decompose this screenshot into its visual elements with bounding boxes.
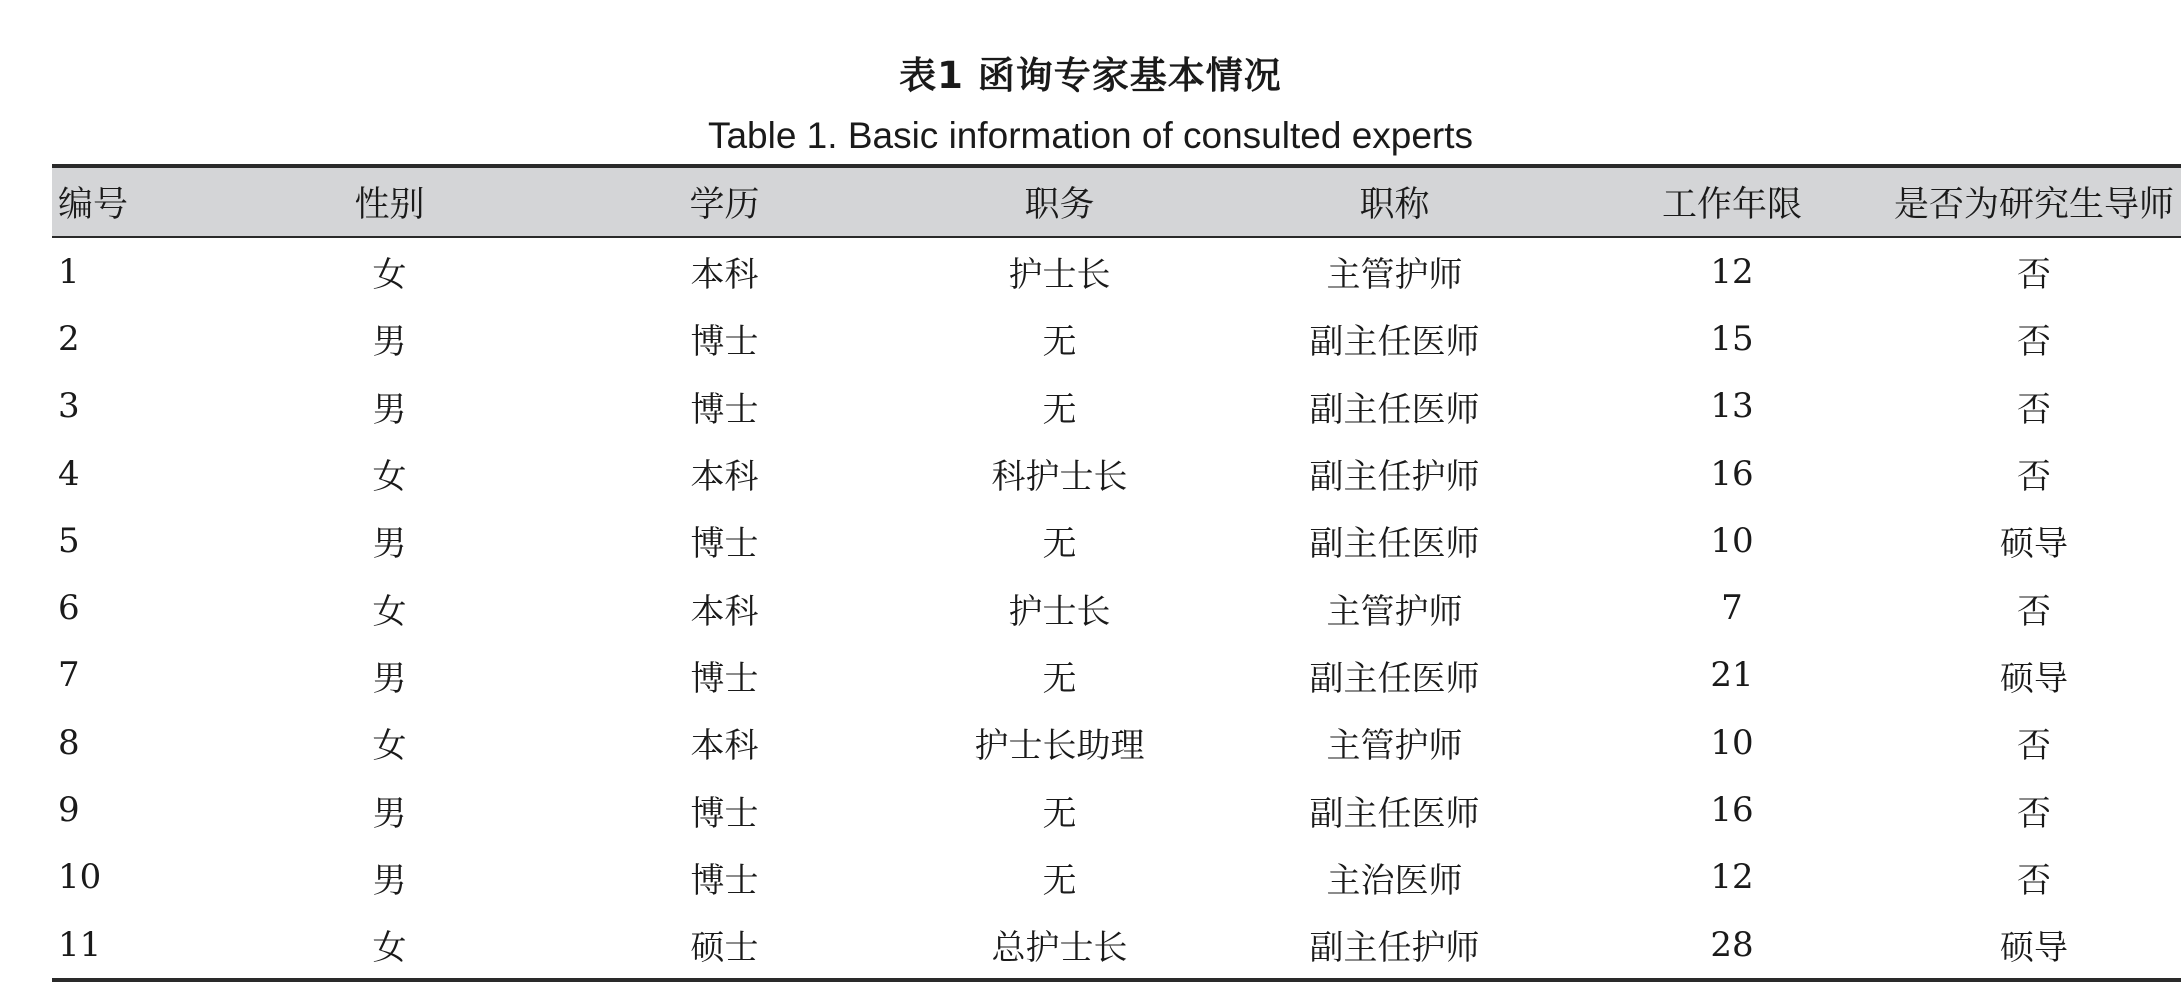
header-gender: 性别 <box>237 166 542 237</box>
cell-supervisor: 否 <box>2017 726 2051 767</box>
cell-education: 博士 <box>690 860 759 901</box>
cell-gender: 女 <box>372 255 407 296</box>
cell-education: 本科 <box>690 591 759 632</box>
table-row <box>52 305 2181 372</box>
cell-education: 博士 <box>690 658 759 699</box>
cell-gender: 男 <box>372 322 407 363</box>
table-row <box>52 373 2181 440</box>
cell-supervisor: 硕导 <box>1887 911 2181 980</box>
cell-education: 本科 <box>690 726 759 767</box>
cell-supervisor: 硕导 <box>2000 658 2068 699</box>
cell-education: 博士 <box>690 793 759 834</box>
cell-position: 总护士长 <box>907 911 1212 980</box>
cell-gender: 男 <box>372 658 407 699</box>
cell-id: 2 <box>58 318 80 359</box>
cell-id: 5 <box>58 520 80 561</box>
table-body <box>52 237 2181 980</box>
cell-id: 8 <box>58 722 80 763</box>
cell-id: 7 <box>58 655 80 696</box>
cell-supervisor: 否 <box>2017 793 2051 834</box>
cell-supervisor: 否 <box>2017 457 2051 498</box>
header-years: 工作年限 <box>1577 166 1887 237</box>
table-row <box>52 709 2181 776</box>
table-caption-chinese: 表1 函询专家基本情况 <box>899 54 1282 97</box>
cell-gender: 男 <box>372 389 407 430</box>
cell-education: 本科 <box>690 255 759 296</box>
cell-id: 3 <box>58 386 80 427</box>
cell-id: 4 <box>58 453 80 494</box>
table-row <box>52 642 2181 709</box>
cell-id: 6 <box>58 588 80 629</box>
table-row <box>52 507 2181 574</box>
cell-years: 13 <box>1710 386 1754 427</box>
cell-gender: 男 <box>372 524 407 565</box>
cell-education: 博士 <box>690 524 759 565</box>
cell-title: 主管护师 <box>1326 591 1463 632</box>
header-title: 职称 <box>1212 166 1577 237</box>
cell-years: 21 <box>1710 655 1754 696</box>
cell-position: 科护士长 <box>991 457 1128 498</box>
cell-position: 无 <box>1042 793 1077 834</box>
cell-title: 副主任护师 <box>1309 457 1480 498</box>
cell-title: 副主任医师 <box>1309 793 1480 834</box>
cell-supervisor: 否 <box>2017 860 2051 901</box>
cell-years: 10 <box>1710 722 1754 763</box>
cell-years: 12 <box>1710 857 1754 898</box>
header-supervisor: 是否为研究生导师 <box>1887 166 2181 237</box>
cell-position: 护士长助理 <box>974 726 1145 767</box>
header-education: 学历 <box>542 166 907 237</box>
cell-id: 11 <box>52 911 237 980</box>
cell-education: 硕士 <box>542 911 907 980</box>
cell-position: 无 <box>1042 524 1077 565</box>
cell-years: 28 <box>1577 911 1887 980</box>
cell-gender: 女 <box>237 911 542 980</box>
experts-table <box>52 164 2181 982</box>
cell-gender: 男 <box>372 860 407 901</box>
table-caption-english: Table 1. Basic information of consulted experts <box>707 115 1474 156</box>
cell-position: 无 <box>1042 860 1077 901</box>
cell-supervisor: 否 <box>2017 389 2051 430</box>
cell-years: 10 <box>1710 520 1754 561</box>
cell-title: 副主任医师 <box>1309 524 1480 565</box>
cell-position: 无 <box>1042 322 1077 363</box>
cell-supervisor: 硕导 <box>2000 524 2068 565</box>
table-row <box>52 237 2181 305</box>
cell-id: 1 <box>58 251 80 292</box>
cell-gender: 女 <box>372 457 407 498</box>
cell-years: 16 <box>1710 453 1754 494</box>
header-row <box>52 166 2181 237</box>
cell-gender: 女 <box>372 591 407 632</box>
cell-position: 无 <box>1042 658 1077 699</box>
cell-title: 副主任医师 <box>1309 389 1480 430</box>
cell-position: 无 <box>1042 389 1077 430</box>
cell-title: 副主任护师 <box>1212 911 1577 980</box>
header-id: 编号 <box>52 166 237 237</box>
cell-title: 副主任医师 <box>1309 322 1480 363</box>
cell-gender: 男 <box>372 793 407 834</box>
cell-supervisor: 否 <box>2017 591 2051 632</box>
cell-id: 10 <box>58 857 102 898</box>
table-row <box>52 844 2181 911</box>
cell-years: 12 <box>1710 251 1754 292</box>
cell-years: 15 <box>1710 318 1754 359</box>
table-row <box>52 911 2181 980</box>
cell-education: 博士 <box>690 322 759 363</box>
experts-table-container <box>52 164 2181 982</box>
cell-years: 7 <box>1721 588 1743 629</box>
cell-title: 主管护师 <box>1326 255 1463 296</box>
cell-title: 主治医师 <box>1326 860 1463 901</box>
cell-title: 主管护师 <box>1326 726 1463 767</box>
cell-education: 博士 <box>690 389 759 430</box>
table-row <box>52 440 2181 507</box>
cell-title: 副主任医师 <box>1309 658 1480 699</box>
cell-supervisor: 否 <box>2017 322 2051 363</box>
table-row <box>52 776 2181 843</box>
table-row <box>52 574 2181 641</box>
cell-education: 本科 <box>690 457 759 498</box>
table-header <box>52 166 2181 237</box>
cell-position: 护士长 <box>1008 255 1111 296</box>
cell-position: 护士长 <box>1008 591 1111 632</box>
cell-id: 9 <box>58 790 80 831</box>
cell-supervisor: 否 <box>2017 255 2051 296</box>
cell-gender: 女 <box>372 726 407 767</box>
header-position: 职务 <box>907 166 1212 237</box>
cell-years: 16 <box>1710 790 1754 831</box>
